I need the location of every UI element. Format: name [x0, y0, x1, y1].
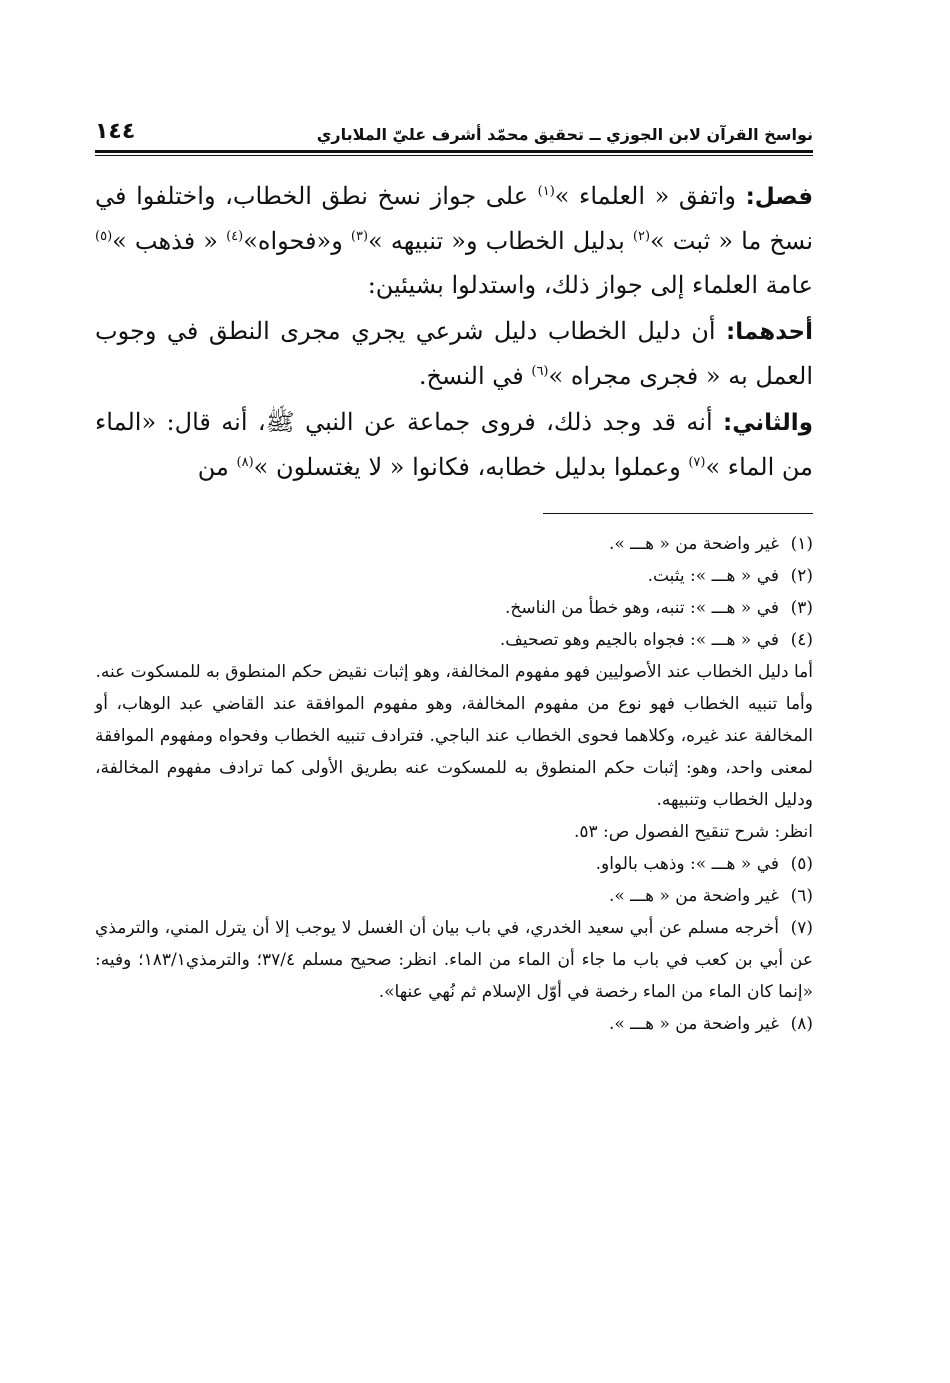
text-run: على جواز نسخ نطق الخطاب، واختلفوا في نسخ ما « ثبت »	[95, 182, 814, 255]
running-title: نواسخ القرآن لابن الجوزي ــ تحقيق محمّد أشرف عليّ الملاباري	[316, 125, 813, 144]
paragraph-first	[95, 309, 813, 398]
book-page	[95, 110, 813, 1040]
footnote-ref: (٢)	[632, 229, 651, 244]
footnote-4	[95, 624, 813, 656]
footnote-text: في « هـــ »: فجواه بالجيم وهو تصحيف.	[499, 630, 779, 650]
text-run: بدليل الخطاب و« تنبيهه »	[368, 227, 633, 255]
footnote-5	[95, 848, 813, 880]
footnote-text: في « هـــ »: يثبت.	[647, 566, 779, 586]
footnote-ref: (٣)	[350, 229, 369, 244]
text-run: واتفق « العلماء »	[554, 182, 746, 210]
footnote-ref: (٨)	[236, 455, 254, 470]
text-run: من	[197, 453, 237, 481]
text-run: و«فحواه»	[243, 227, 351, 255]
text-run: « فذهب »	[112, 227, 227, 255]
header-rule-thick	[95, 150, 813, 153]
page-number: ١٤٤	[95, 119, 136, 144]
footnote-text: غير واضحة من « هـــ ».	[608, 534, 779, 554]
footnote-text: في « هـــ »: وذهب بالواو.	[595, 854, 779, 874]
footnote-7	[95, 912, 813, 1008]
footnote-number: (٦)	[790, 886, 813, 906]
footnote-4-reference: انظر: شرح تنقيح الفصول ص: ٥٣.	[573, 822, 813, 842]
lead-word: أحدهما:	[726, 319, 813, 345]
footnote-3	[95, 592, 813, 624]
footnote-text: أخرجه مسلم عن أبي سعيد الخدري، في باب بيان أن الغسل لا يوجب إلا أن يترل المني، والترمذي عن أبي بن كعب في باب ما جاء أن الماء من الماء. انظر: صحيح مسلم ٣٧/٤؛ والترمذي١٨٣/١؛ وفيه: «إنما كان الماء من الماء رخصة في أوّل الإسلام ثم نُهي عنها».	[95, 918, 813, 1002]
footnote-ref: (٧)	[688, 455, 706, 470]
footnote-number: (٣)	[790, 598, 813, 618]
footnote-text: غير واضحة من « هـــ ».	[608, 886, 779, 906]
footnote-ref: (٦)	[531, 364, 549, 379]
text-run: أنه قد وجد ذلك، فروى جماعة عن النبي ﷺ، أنه قال: «الماء من الماء »	[95, 408, 813, 481]
footnote-1	[95, 528, 813, 560]
paragraph-fasl	[95, 174, 813, 307]
footnote-8	[95, 1008, 813, 1040]
text-run: عامة العلماء إلى جواز ذلك، واستدلوا بشيئين:	[367, 271, 813, 299]
footnote-number: (٧)	[790, 918, 813, 938]
footnote-ref: (٥)	[95, 229, 113, 244]
footnote-4-note: وأما تنبيه الخطاب فهو نوع من مفهوم المخالفة، وهو مفهوم الموافقة عند القاضي عبد الوهاب، أو المخالفة عند غيره، وكلاهما فحوى الخطاب عند الباجي. فترادف تنبيه الخطاب وفحواه ومفهوم الموافقة لمعنى واحد، وهو: إثبات حكم المنطوق به للمسكوت عنه بطريق الأولى كما ترادف مفهوم المخالفة، ودليل الخطاب وتنبيهه.	[95, 694, 813, 810]
footnote-ref: (١)	[537, 184, 555, 199]
footnote-number: (١)	[790, 534, 813, 554]
footnote-ref: (٤)	[226, 229, 244, 244]
footnotes	[95, 528, 813, 1040]
footnote-text: غير واضحة من « هـــ ».	[608, 1014, 779, 1034]
main-text	[95, 174, 813, 489]
text-run: في النسخ.	[418, 362, 532, 390]
footnote-text: في « هـــ »: تنبه، وهو خطأ من الناسخ.	[504, 598, 779, 618]
header-rule-thin	[95, 155, 813, 156]
lead-word: والثاني:	[723, 410, 813, 436]
footnote-6	[95, 880, 813, 912]
lead-word: فصل:	[745, 184, 814, 210]
footnote-number: (٢)	[790, 566, 813, 586]
text-run: أن دليل الخطاب دليل شرعي يجري مجرى النطق في وجوب العمل به « فجرى مجراه »	[95, 317, 813, 390]
footnote-2	[95, 560, 813, 592]
footnote-4-note: أما دليل الخطاب عند الأصوليين فهو مفهوم المخالفة، وهو إثبات نقيض حكم المنطوق به للمسكوت عنه.	[95, 662, 813, 682]
footnote-separator	[543, 513, 813, 514]
footnote-number: (٤)	[790, 630, 813, 650]
footnote-number: (٨)	[790, 1014, 813, 1034]
paragraph-second	[95, 400, 813, 489]
page-header	[95, 110, 813, 144]
text-run: وعملوا بدليل خطابه، فكانوا « لا يغتسلون »	[253, 453, 689, 481]
footnote-number: (٥)	[790, 854, 813, 874]
